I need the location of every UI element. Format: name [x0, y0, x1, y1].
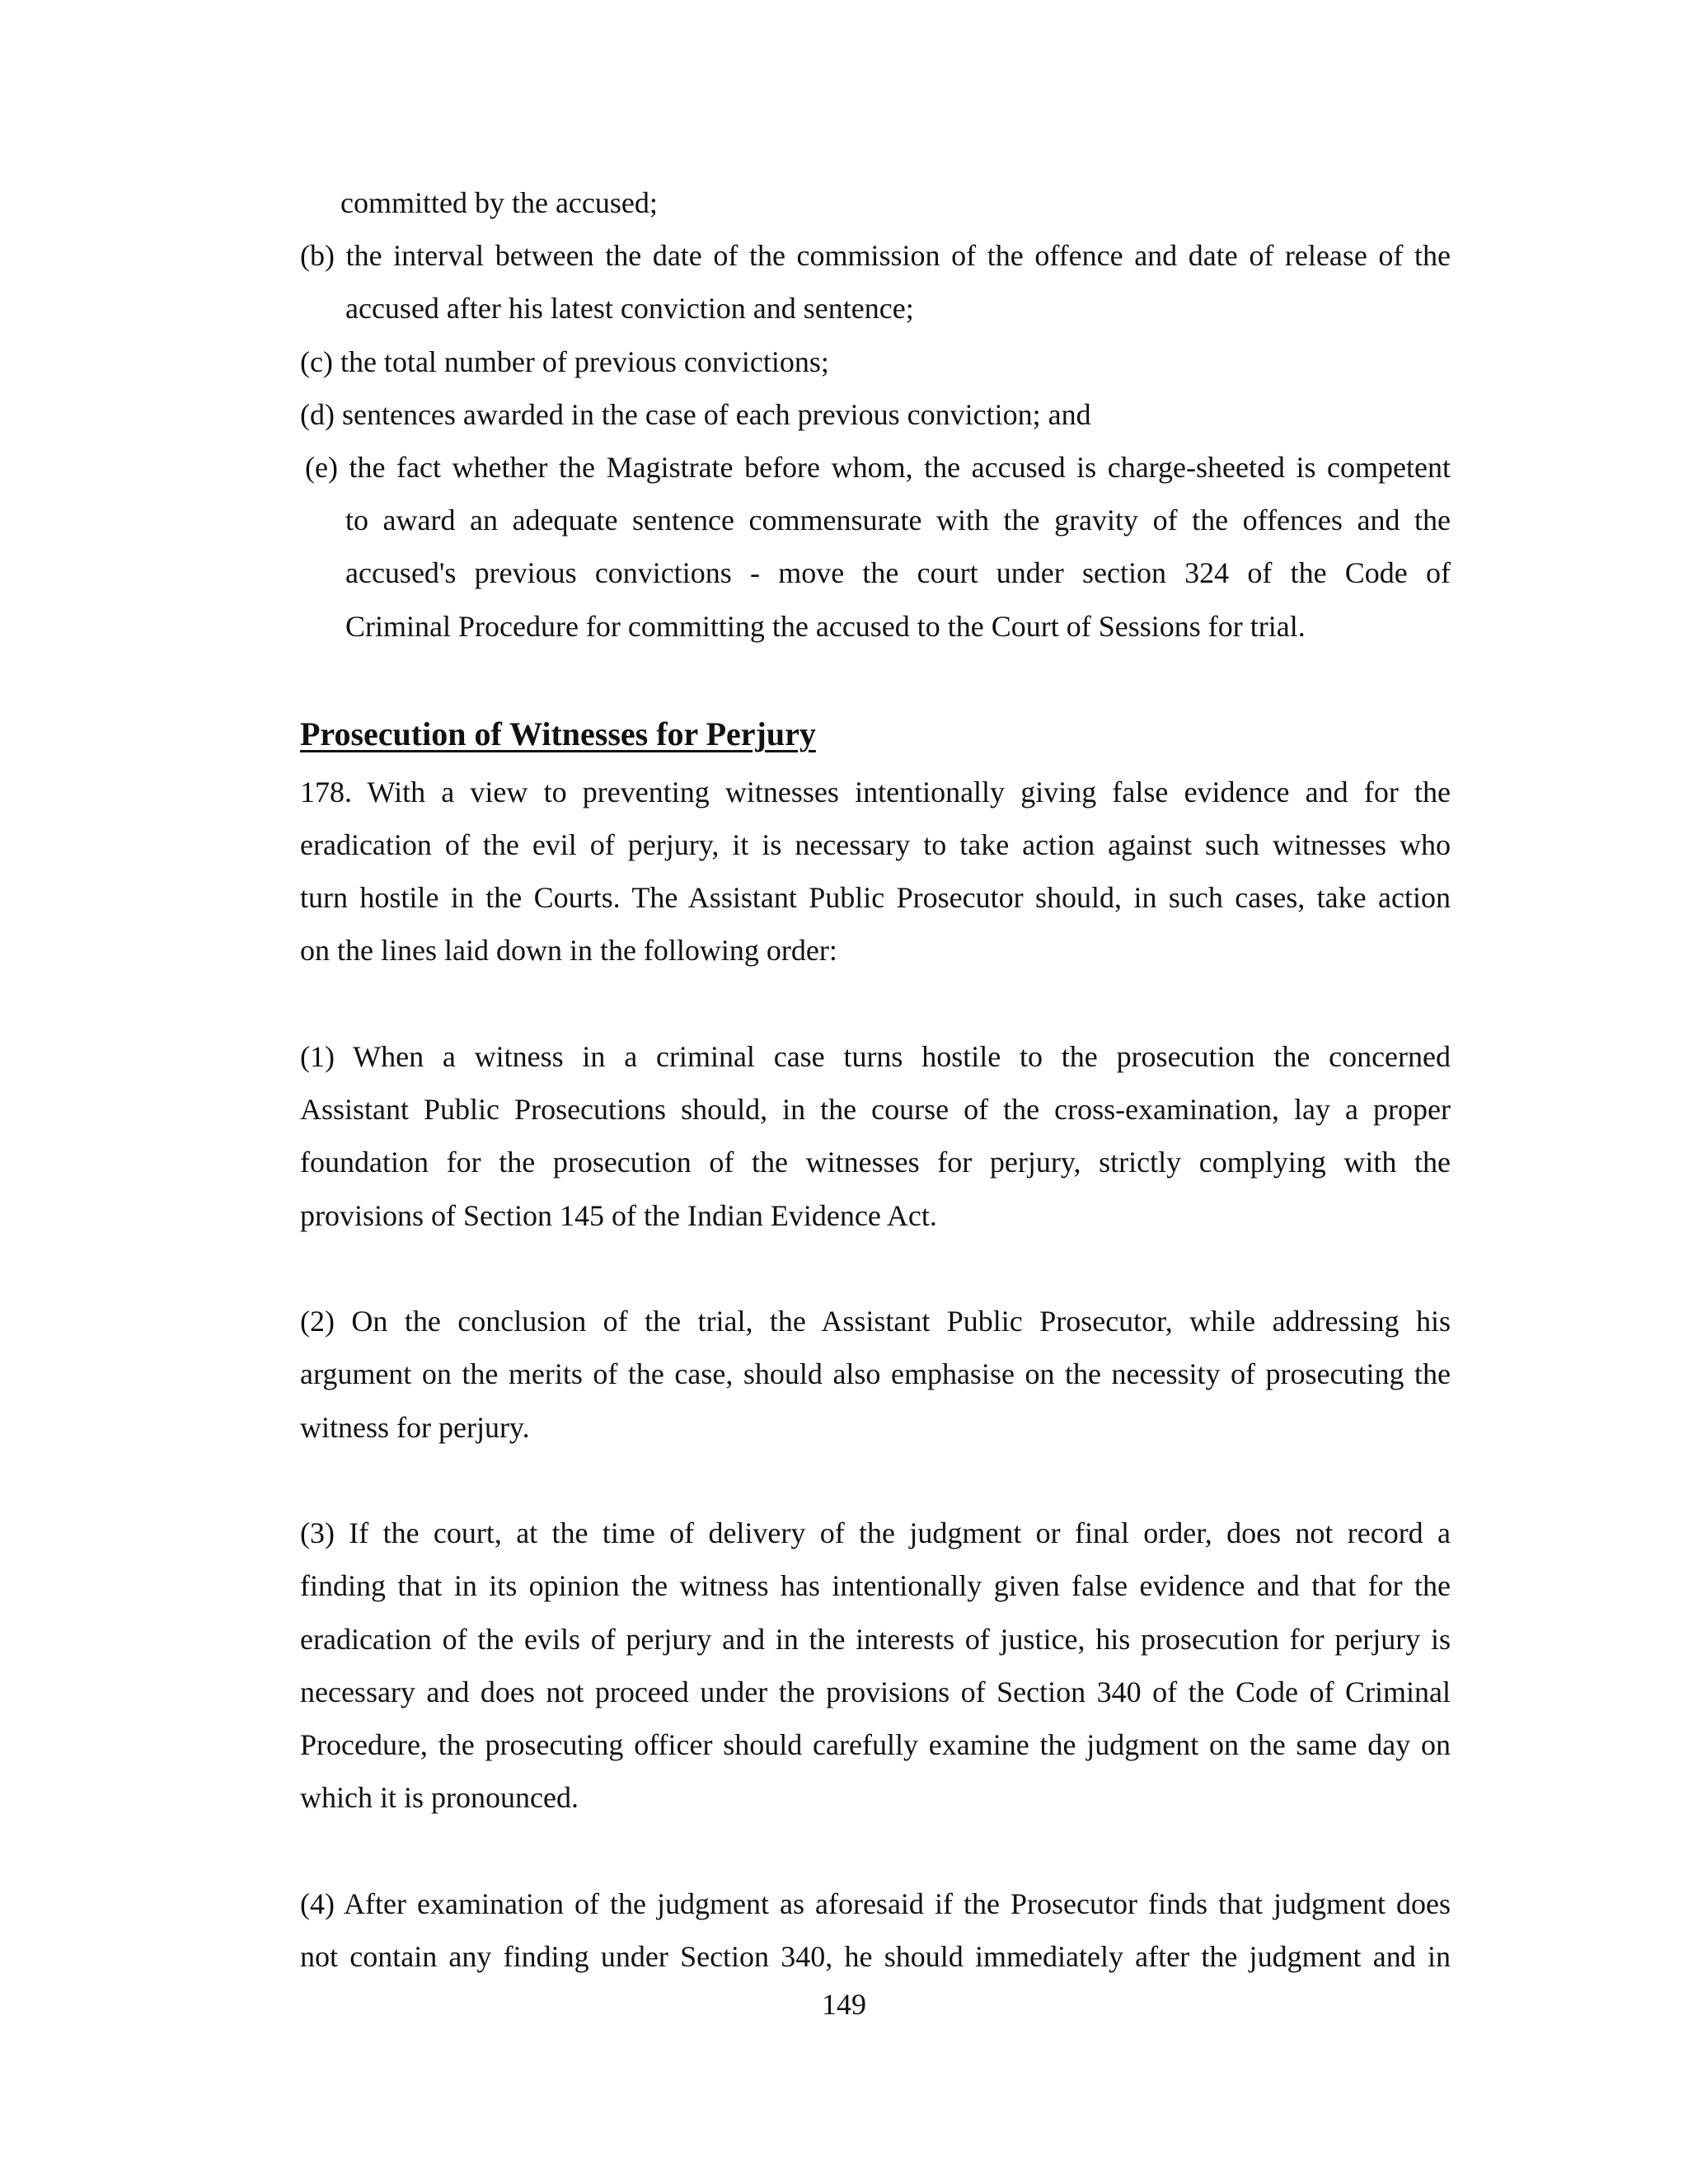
item-2-line-1: (2) On the conclusion of the trial, the Assistant Public Prosecutor, while addressing his — [300, 1305, 1451, 1338]
item-3-line-1: (3) If the court, at the time of delivery of the judgment or final order, does not record a — [300, 1516, 1451, 1549]
page-number: 149 — [822, 1988, 866, 2021]
para-178-line-2: eradication of the evil of perjury, it is necessary to take action against such witnesses who — [300, 828, 1451, 861]
item-3-line-4: necessary and does not proceed under the provisions of Section 340 of the Code of Criminal — [300, 1675, 1451, 1708]
list-item-e: (e) the fact whether the Magistrate before whom, the accused is charge-sheeted is competent — [305, 451, 1451, 484]
list-item-d: (d) sentences awarded in the case of each previous conviction; and — [300, 398, 1091, 431]
list-item-e-line-4: Criminal Procedure for committing the accused to the Court of Sessions for trial. — [345, 610, 1306, 643]
item-1-line-4: provisions of Section 145 of the Indian Evidence Act. — [300, 1199, 937, 1232]
item-4-line-1: (4) After examination of the judgment as aforesaid if the Prosecutor finds that judgment does — [300, 1887, 1451, 1920]
item-1-line-1: (1) When a witness in a criminal case turns hostile to the prosecution the concerned — [300, 1040, 1451, 1073]
item-2-line-2: argument on the merits of the case, should also emphasise on the necessity of prosecuting the — [300, 1357, 1451, 1390]
item-3-line-5: Procedure, the prosecuting officer should carefully examine the judgment on the same day on — [300, 1728, 1451, 1761]
item-1-line-3: foundation for the prosecution of the witnesses for perjury, strictly complying with the — [300, 1146, 1451, 1179]
para-178-line-3: turn hostile in the Courts. The Assistant Public Prosecutor should, in such cases, take action — [300, 881, 1451, 914]
item-2-line-3: witness for perjury. — [300, 1411, 530, 1444]
item-1-line-2: Assistant Public Prosecutions should, in the course of the cross-examination, lay a proper — [300, 1093, 1451, 1126]
list-item-b-continuation: accused after his latest conviction and sentence; — [345, 292, 914, 325]
para-178-line-1: 178. With a view to preventing witnesses intentionally giving false evidence and for the — [300, 776, 1451, 808]
list-item-b: (b) the interval between the date of the commission of the offence and date of release of the — [300, 239, 1451, 272]
list-item-c: (c) the total number of previous convictions; — [300, 345, 829, 378]
para-178-line-4: on the lines laid down in the following order: — [300, 934, 837, 967]
item-4-line-2: not contain any finding under Section 340, he should immediately after the judgment and in — [300, 1940, 1451, 1973]
item-3-line-2: finding that in its opinion the witness has intentionally given false evidence and that for the — [300, 1569, 1451, 1602]
item-3-line-3: eradication of the evils of perjury and in the interests of justice, his prosecution for perjury is — [300, 1623, 1451, 1656]
item-3-line-6: which it is pronounced. — [300, 1781, 579, 1814]
section-heading: Prosecution of Witnesses for Perjury — [300, 715, 816, 752]
list-item-e-line-2: to award an adequate sentence commensurate with the gravity of the offences and the — [345, 504, 1451, 537]
list-line-a-continuation: committed by the accused; — [340, 186, 658, 219]
list-item-e-line-3: accused's previous convictions - move the court under section 324 of the Code of — [345, 556, 1451, 589]
